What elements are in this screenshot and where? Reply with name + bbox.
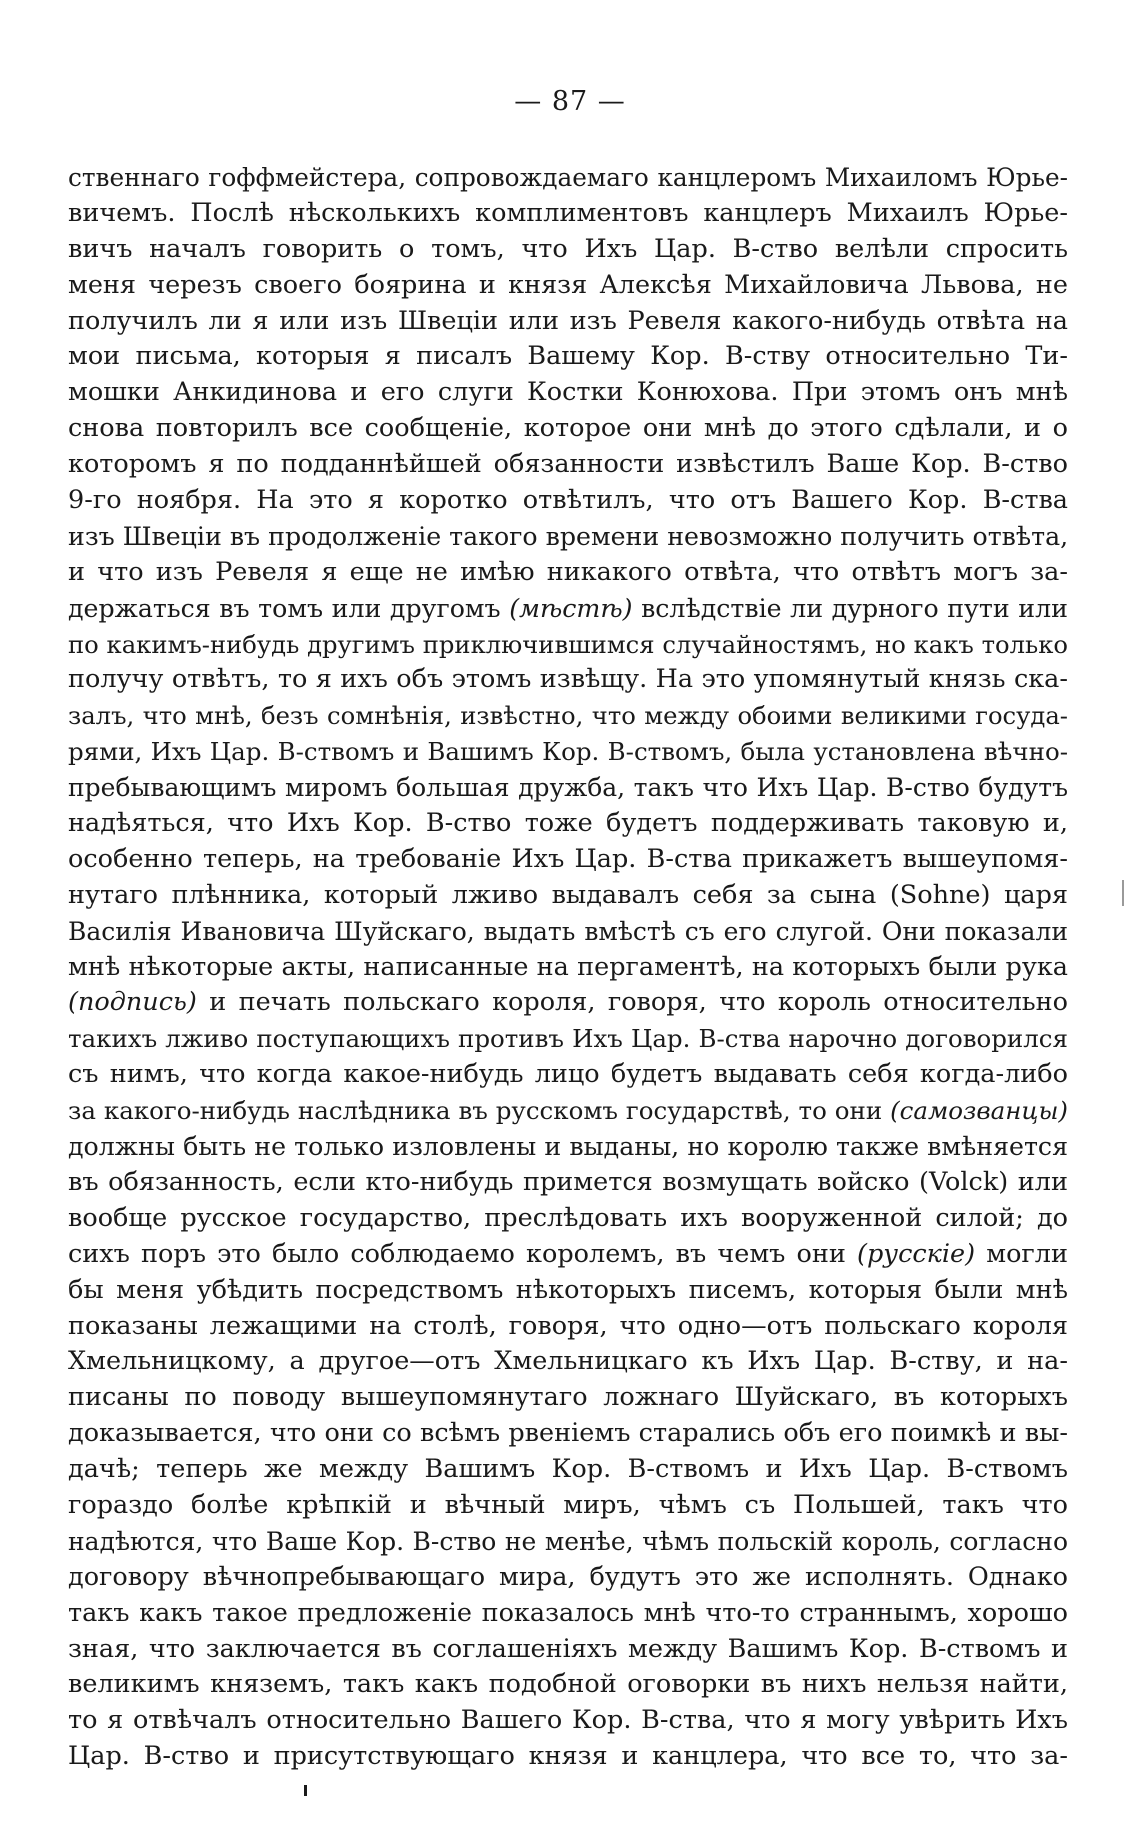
italic-insertion: (русскіе) — [857, 1238, 976, 1269]
text-line: которомъ я по подданнѣйшей обязанности извѣстилъ Ваше Кор. В-ство — [68, 449, 1068, 480]
text-line: мошки Анкидинова и его слуги Костки Конюхова. При этомъ онъ мнѣ — [68, 377, 1068, 408]
text-line: мнѣ нѣкоторые акты, написанные на пергаментѣ, на которыхъ были рука — [68, 951, 1068, 982]
text-line: должны быть не только изловлены и выданы, но королю также вмѣняется — [68, 1132, 1068, 1162]
text-line: получилъ ли я или изъ Швеціи или изъ Ревеля какого-нибудь отвѣта на — [68, 305, 1068, 336]
text-line: гораздо болѣе крѣпкій и вѣчный миръ, чѣмъ съ Польшей, такъ что — [68, 1489, 1068, 1520]
text-line: съ нимъ, что когда какое-нибудь лицо будетъ выдавать себя когда-либо — [68, 1059, 1068, 1090]
text-line: 9-го ноября. На это я коротко отвѣтилъ, что отъ Вашего Кор. В-ства — [68, 485, 1068, 516]
text-line: бы меня убѣдить посредствомъ нѣкоторыхъ писемъ, которыя были мнѣ — [68, 1274, 1068, 1305]
text-line: великимъ княземъ, такъ какъ подобной оговорки въ нихъ нельзя найти, — [68, 1669, 1068, 1700]
text-line: зная, что заключается въ соглашеніяхъ между Вашимъ Кор. В-ствомъ и — [68, 1633, 1068, 1664]
text-line: такихъ лживо поступающихъ противъ Ихъ Цар. В-ства нарочно договорился — [68, 1024, 1068, 1054]
text-line: изъ Швеціи въ продолженіе такого времени невозможно получить отвѣта, — [68, 521, 1068, 551]
text-line: по какимъ-нибудь другимъ приключившимся случайностямъ, но какъ только — [68, 629, 1068, 659]
text-line: такъ какъ такое предложеніе показалось мнѣ что-то страннымъ, хорошо — [68, 1597, 1068, 1628]
text-line: меня черезъ своего боярина и князя Алексѣя Михайловича Львова, не — [68, 269, 1068, 300]
text-line: вичемъ. Послѣ нѣсколькихъ комплиментовъ канцлеръ Михаилъ Юрье- — [68, 197, 1068, 228]
text-line: вичъ началъ говорить о томъ, что Ихъ Цар. В-ство велѣли спросить — [68, 233, 1068, 264]
text-line: Хмельницкому, а другое—отъ Хмельницкаго къ Ихъ Цар. В-ству, и на- — [68, 1346, 1068, 1377]
text-line: мои письма, которыя я писалъ Вашему Кор. В-ству относительно Ти- — [68, 341, 1068, 372]
text-line: то я отвѣчалъ относительно Вашего Кор. В-ства, что я могу увѣрить Ихъ — [68, 1705, 1068, 1736]
text-line: надѣются, что Ваше Кор. В-ство не менѣе, чѣмъ польскій король, согласно — [68, 1526, 1068, 1556]
page-number: — 87 — — [514, 86, 626, 117]
text-line: вообще русское государство, преслѣдовать ихъ вооруженной силой; до — [68, 1202, 1068, 1233]
printer-mark — [304, 1785, 307, 1796]
italic-insertion: (самозванцы) — [890, 1096, 1068, 1126]
text-line: сихъ поръ это было соблюдаемо королемъ, въ чемъ они (русскіе) могли — [68, 1238, 1068, 1269]
text-line: писаны по поводу вышеупомянутаго ложнаго Шуйскаго, въ которыхъ — [68, 1382, 1068, 1413]
text-line: доказывается, что они со всѣмъ рвеніемъ старались объ его поимкѣ и вы- — [68, 1418, 1068, 1449]
text-line: получу отвѣтъ, то я ихъ объ этомъ извѣщу. На это упомянутый князь ска- — [68, 664, 1068, 695]
text-line: дачѣ; теперь же между Вашимъ Кор. В-ствомъ и Ихъ Цар. В-ствомъ — [68, 1454, 1068, 1485]
text-line: особенно теперь, на требованіе Ихъ Цар. В-ства прикажетъ вышеупомя- — [68, 843, 1068, 874]
text-line: Василія Ивановича Шуйскаго, выдать вмѣстѣ съ его слугой. Они показали — [68, 916, 1068, 946]
text-line: надѣяться, что Ихъ Кор. В-ство тоже будетъ поддерживать таковую и, — [68, 808, 1068, 839]
text-line: въ обязанность, если кто-нибудь примется возмущать войско (Volck) или — [68, 1166, 1068, 1197]
text-line: залъ, что мнѣ, безъ сомнѣнія, извѣстно, что между обоими великими госуда- — [68, 701, 1068, 731]
italic-insertion: (подпись) — [68, 987, 197, 1018]
text-line: ственнаго гоффмейстера, сопровождаемаго канцлеромъ Михаиломъ Юрье- — [68, 163, 1068, 192]
text-line: пребывающимъ миромъ большая дружба, такъ что Ихъ Цар. В-ство будутъ — [68, 773, 1068, 803]
text-line: и что изъ Ревеля я еще не имѣю никакого отвѣта, что отвѣтъ могъ за- — [68, 556, 1068, 587]
text-line: Цар. В-ство и присутствующаго князя и канцлера, что все то, что за- — [68, 1741, 1068, 1772]
margin-mark — [1122, 880, 1124, 906]
text-line: показаны лежащими на столѣ, говоря, что одно—отъ польскаго короля — [68, 1310, 1068, 1341]
italic-insertion: (мѣстѣ) — [509, 593, 633, 623]
text-line: за какого-нибудь наслѣдника въ русскомъ государствѣ, то они (самозванцы) — [68, 1096, 1068, 1126]
body-text — [68, 160, 1068, 1775]
text-line: договору вѣчнопребывающаго мира, будутъ это же исполнять. Однако — [68, 1561, 1068, 1592]
text-line: снова повторилъ все сообщеніе, которое они мнѣ до этого сдѣлали, и о — [68, 413, 1068, 444]
text-line: (подпись) и печать польскаго короля, говоря, что король относительно — [68, 987, 1068, 1018]
text-line: нутаго плѣнника, который лживо выдавалъ себя за сына (Sohne) царя — [68, 879, 1068, 910]
text-line: держаться въ томъ или другомъ (мѣстѣ) вслѣдствіе ли дурного пути или — [68, 593, 1068, 623]
text-line: рями, Ихъ Цар. В-ствомъ и Вашимъ Кор. В-ствомъ, была установлена вѣчно- — [68, 737, 1068, 767]
